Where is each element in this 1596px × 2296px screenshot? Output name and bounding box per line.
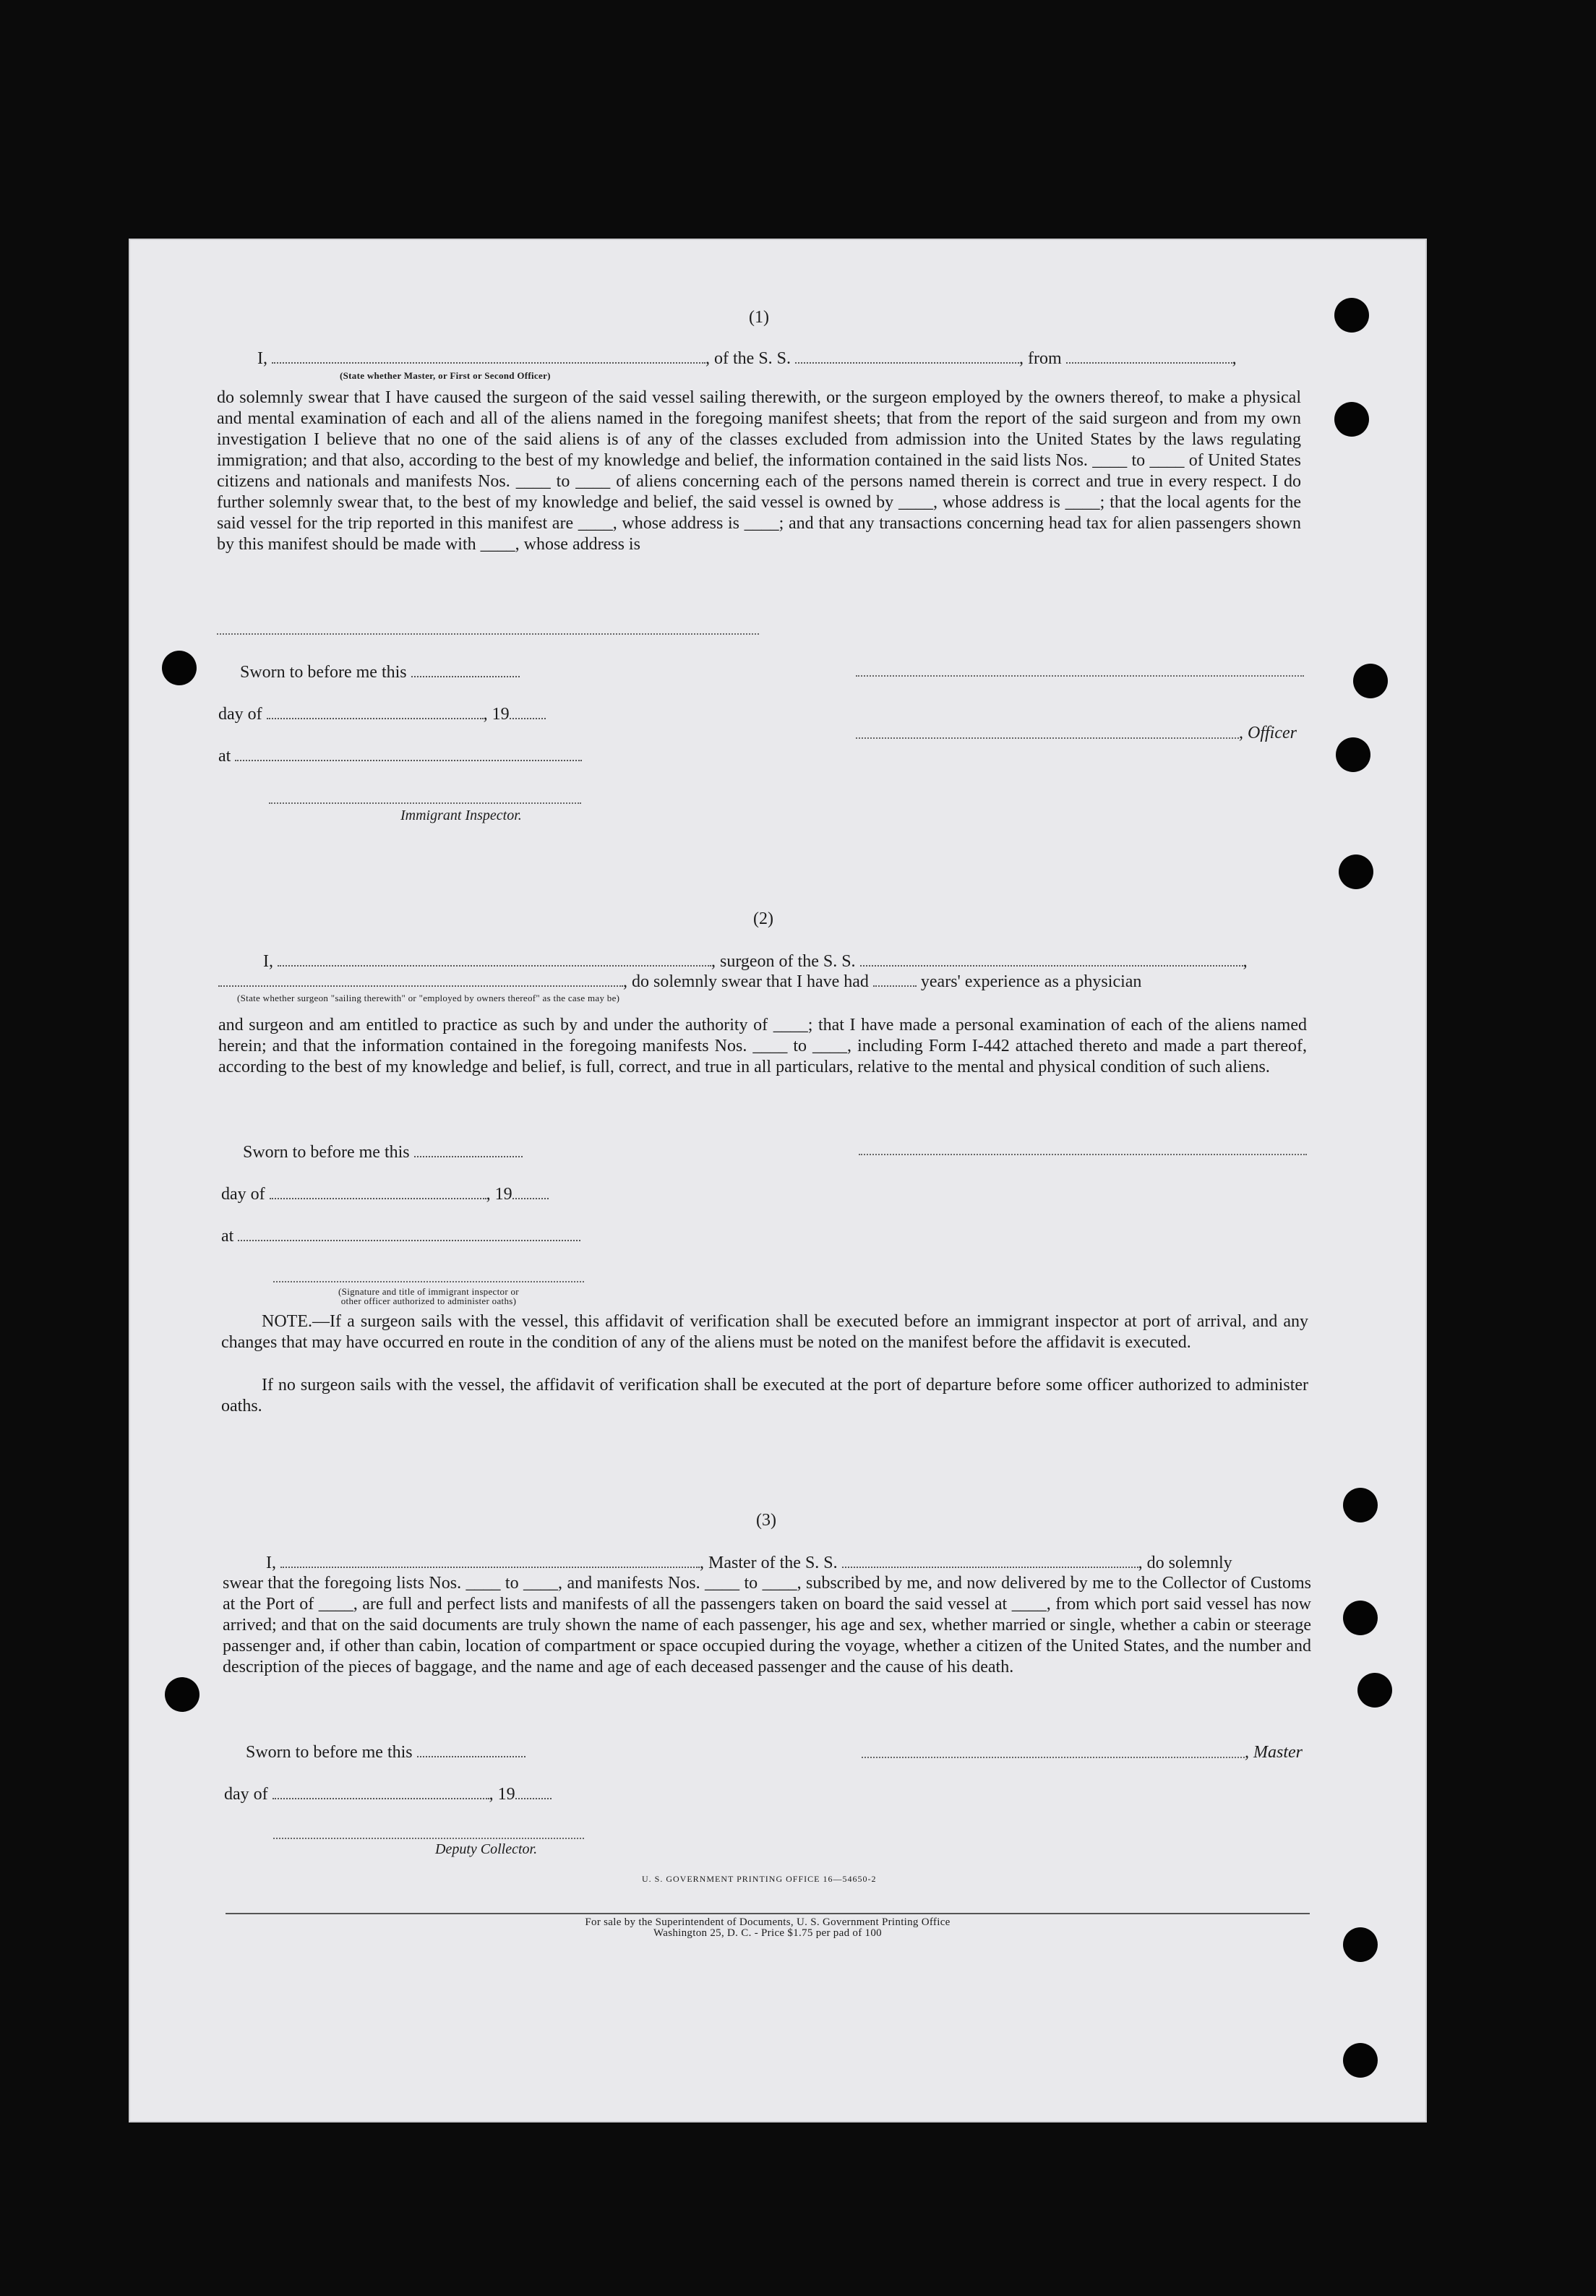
section-2-oath-text: and surgeon and am entitled to practice as such by and under the authority of ____; that I have made a personal examination of each of the aliens named herein; and that the information contained in the foregoing manifests Nos. ____ to ____, including Form I-442 attached thereto and made a part thereof, according to the best of my knowledge and belief, is full, correct, and true in all particulars, relative to the mental and physical condition of such aliens. (218, 1016, 1307, 1076)
inspector-signature-line[interactable] (269, 802, 581, 804)
at-label: at (218, 747, 231, 766)
punch-hole (1334, 298, 1369, 333)
sworn-day-field[interactable] (414, 1144, 523, 1157)
sworn-label: Sworn to before me this (243, 1143, 410, 1162)
surgeon-of-label: , surgeon of the S. S. (711, 952, 856, 971)
section-2-at (221, 1226, 580, 1247)
punch-hole (165, 1677, 200, 1712)
master-name-field[interactable] (280, 1555, 700, 1568)
master-signature-line[interactable] (862, 1757, 1245, 1758)
punch-hole (1339, 854, 1373, 889)
signature-caption-2: other officer authorized to administer oaths) (340, 1295, 517, 1306)
sale-note-2: Washington 25, D. C. - Price $1.75 per pad of 100 (653, 1927, 882, 1939)
i-label: I, (257, 349, 267, 368)
i-label: I, (263, 952, 273, 971)
years-label: years' experience as a physician (920, 972, 1142, 991)
surgeon-signature-line[interactable] (859, 1154, 1307, 1155)
collector-signature-line[interactable] (273, 1838, 584, 1839)
officer-signature-line-top[interactable] (856, 675, 1304, 677)
day-of-label: day of (224, 1785, 268, 1804)
from-label: , from (1019, 349, 1062, 368)
section-1-day (218, 704, 546, 725)
year-field[interactable] (512, 1186, 549, 1199)
section-2-number: (2) (753, 909, 773, 928)
footer-rule (226, 1913, 1310, 1914)
departure-port-field[interactable] (1066, 351, 1232, 364)
sworn-day-field[interactable] (411, 664, 520, 677)
collector-label: Deputy Collector. (435, 1841, 538, 1857)
sworn-label: Sworn to before me this (246, 1743, 413, 1762)
punch-hole (1334, 402, 1369, 437)
section-1-line-1 (257, 348, 1237, 369)
day-of-field[interactable] (273, 1786, 489, 1799)
inspector-signature-line[interactable] (273, 1281, 584, 1282)
solemnly-label: , do solemnly (1138, 1554, 1232, 1572)
vessel-name-field[interactable] (842, 1555, 1138, 1568)
section-1-trailing-line (217, 633, 759, 635)
punch-hole (1343, 1927, 1378, 1962)
sworn-label: Sworn to before me this (240, 663, 407, 682)
sale-note-1: For sale by the Superintendent of Documents, U. S. Government Printing Office (585, 1916, 951, 1928)
punch-hole (1357, 1673, 1392, 1708)
officer-signature-line[interactable] (856, 737, 1239, 739)
years-field[interactable] (873, 974, 917, 987)
signature-caption-1: (Signature and title of immigrant inspector or (338, 1286, 519, 1297)
of-ss-label: , of the S. S. (705, 349, 791, 368)
surgeon-type-field[interactable] (218, 974, 623, 987)
day-of-field[interactable] (267, 706, 484, 719)
day-of-label: day of (218, 705, 262, 724)
year-label: , 19 (489, 1785, 515, 1804)
punch-hole (1353, 664, 1388, 698)
at-field[interactable] (235, 748, 582, 761)
vessel-name-field[interactable] (795, 351, 1019, 364)
comma: , (1232, 349, 1237, 368)
punch-hole (1343, 1601, 1378, 1635)
inspector-label: Immigrant Inspector. (400, 808, 522, 823)
surgeon-name-field[interactable] (278, 954, 711, 967)
punch-hole (162, 651, 197, 685)
punch-hole (1343, 1488, 1378, 1522)
punch-hole (1336, 737, 1370, 772)
master-of-label: , Master of the S. S. (700, 1554, 838, 1572)
at-label: at (221, 1227, 234, 1246)
section-1-number: (1) (749, 308, 769, 327)
note-paragraph-2: If no surgeon sails with the vessel, the affidavit of verification shall be executed at the port of departure before some officer authorized to administer oaths. (221, 1376, 1308, 1415)
section-3-day (224, 1784, 552, 1805)
section-3-line-1 (266, 1553, 1232, 1574)
section-1-at (218, 746, 582, 767)
officer-rank-field[interactable] (272, 351, 705, 364)
sworn-day-field[interactable] (417, 1744, 525, 1757)
i-label: I, (266, 1554, 276, 1572)
master-label: , Master (1245, 1743, 1303, 1762)
section-3-number: (3) (756, 1511, 776, 1530)
punch-hole (1343, 2043, 1378, 2078)
section-2-day (221, 1184, 549, 1205)
section-2-line-2 (218, 972, 1141, 993)
section-3-oath-text: swear that the foregoing lists Nos. ____ to ____, and manifests Nos. ____ to ____, subscribed by me, and now delivered by me to the Collector of Customs at the Port of ____, are full and perfect lists and manifests of all the passengers taken on board the said vessel at ____, from which port said vessel has now arrived; and that on the said documents are truly shown the name of each passenger, his age and sex, whether married or single, whether a cabin or steerage passenger and, if other than cabin, location of compartment or space occupied during the voyage, whether a citizen of the United States, and the number and description of the pieces of baggage, and the name and age of each deceased passenger and the cause of his death. (223, 1574, 1311, 1676)
swear-label: , do solemnly swear that I have had (623, 972, 869, 991)
officer-label: , Officer (1239, 724, 1297, 742)
year-label: , 19 (483, 705, 510, 724)
vessel-name-field[interactable] (860, 954, 1243, 967)
gpo-imprint: U. S. GOVERNMENT PRINTING OFFICE 16—54650-2 (642, 1874, 877, 1884)
note-paragraph-1: NOTE.—If a surgeon sails with the vessel, this affidavit of verification shall be executed before an immigrant inspector at port of arrival, and any changes that may have occurred en route in the condition of any of the aliens must be noted on the manifest before the affidavit is executed. (221, 1312, 1308, 1352)
surgeon-type-caption: (State whether surgeon "sailing therewith" or "employed by owners thereof" as the case may be) (237, 993, 620, 1003)
form-page (129, 239, 1427, 2122)
section-1-oath-text: do solemnly swear that I have caused the surgeon of the said vessel sailing therewith, or the surgeon employed by the owners thereof, to make a physical and mental examination of each and all of the aliens named in the foregoing manifest sheets; that from the report of the said surgeon and from my own investigation I believe that no one of the said aliens is of any of the classes excluded from admission into the United States by the laws regulating immigration; and that also, according to the best of my knowledge and belief, the information contained in the said lists Nos. ____ to ____ of United States citizens and nationals and manifests Nos. ____ to ____ of aliens concerning each of the persons named therein is correct and true in every respect. I do further solemnly swear that, to the best of my knowledge and belief, the said vessel is owned by ____, whose address is ____; that the local agents for the said vessel for the trip reported in this manifest are ____, whose address is ____; and that any transactions concerning head tax for alien passengers shown by this manifest should be made with ____, whose address is (217, 388, 1301, 554)
rank-caption: (State whether Master, or First or Second Officer) (340, 370, 551, 381)
day-of-field[interactable] (270, 1186, 486, 1199)
year-field[interactable] (515, 1786, 552, 1799)
section-1-sworn (240, 662, 520, 683)
day-of-label: day of (221, 1185, 265, 1204)
section-3-sworn (246, 1742, 525, 1763)
section-2-sworn (243, 1142, 523, 1163)
at-field[interactable] (238, 1228, 580, 1241)
section-2-line-1: I, , surgeon of the S. S. , (263, 952, 1248, 971)
year-field[interactable] (510, 706, 546, 719)
year-label: , 19 (486, 1185, 512, 1204)
